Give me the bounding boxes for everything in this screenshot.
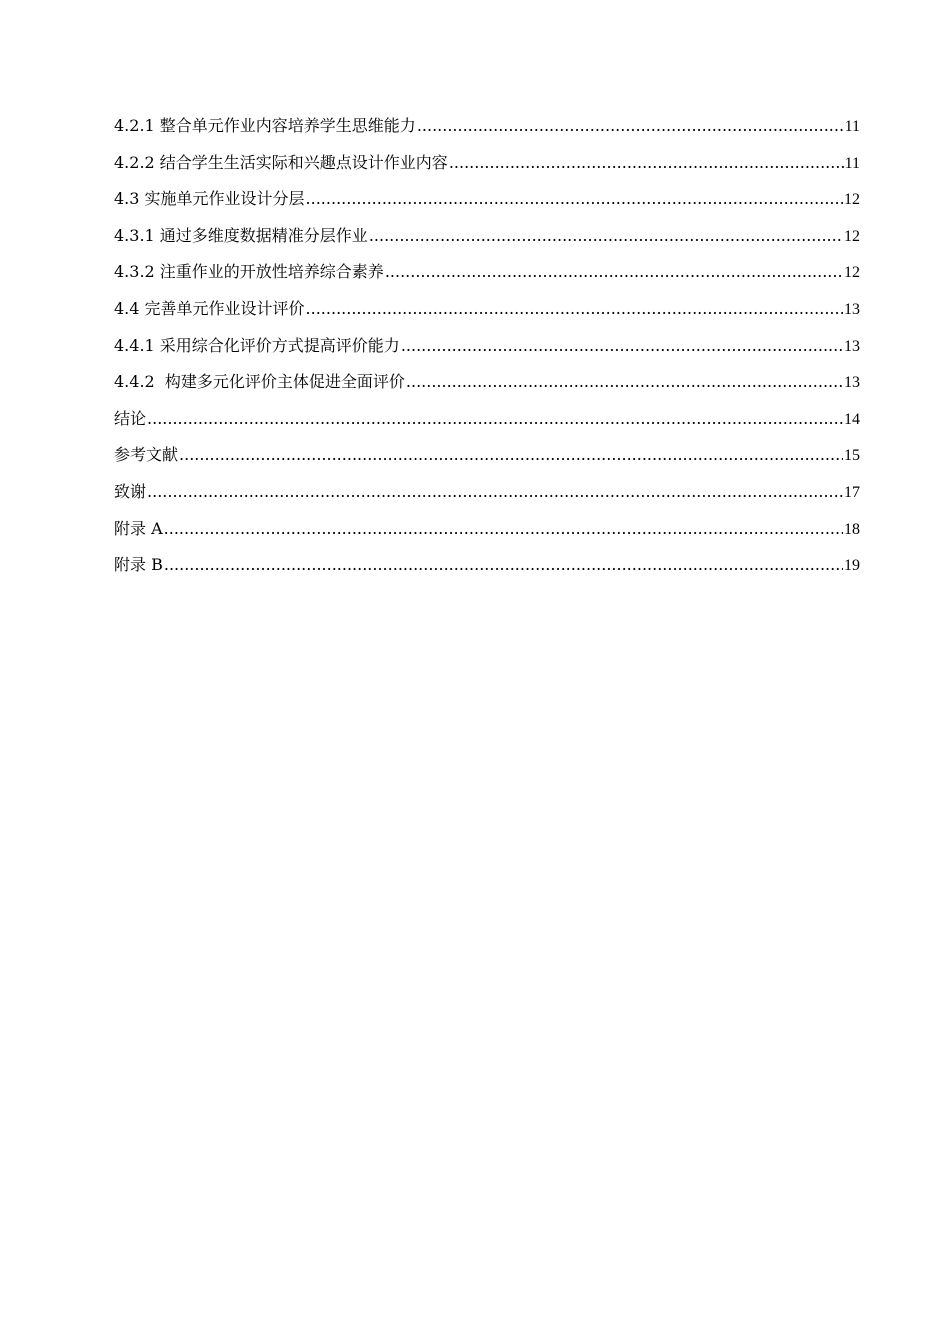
toc-entry-page: 14 [844, 410, 860, 428]
toc-entry[interactable] [114, 187, 860, 224]
toc-leader-dots [179, 443, 843, 467]
toc-leader-dots [147, 480, 843, 504]
toc-leader-dots [147, 407, 843, 431]
toc-entry-title: 附录 B [114, 555, 163, 575]
toc-entry-page: 13 [844, 337, 860, 355]
toc-entry-page: 11 [844, 154, 860, 172]
toc-entry-page: 12 [844, 227, 860, 245]
toc-entry-page: 11 [844, 118, 860, 135]
toc-entry[interactable] [114, 224, 860, 261]
toc-leader-dots [406, 370, 843, 394]
toc-leader-dots [449, 151, 844, 175]
toc-entry-title: 结论 [114, 408, 147, 428]
toc-leader-dots [164, 553, 843, 577]
toc-entry[interactable] [114, 517, 860, 554]
toc-entry-page: 18 [844, 520, 860, 538]
toc-entry[interactable] [114, 334, 860, 371]
toc-entry-page: 12 [844, 264, 860, 282]
toc-leader-dots [401, 334, 843, 358]
toc-leader-dots [385, 260, 843, 284]
toc-entry-title: 4.2.1 整合单元作业内容培养学生思维能力 [114, 116, 416, 135]
toc-entry-page: 19 [844, 557, 860, 575]
toc-entry-title: 4.4.2 构建多元化评价主体促进全面评价 [114, 372, 405, 392]
toc-entry[interactable] [114, 151, 860, 188]
toc-entry-title: 4.2.2 结合学生生活实际和兴趣点设计作业内容 [114, 152, 448, 172]
toc-entry[interactable] [114, 553, 860, 590]
toc-entry[interactable] [114, 407, 860, 444]
toc-entry-page: 13 [844, 300, 860, 318]
toc-entry-page: 12 [844, 191, 860, 209]
toc-entry-title: 4.4.1 采用综合化评价方式提高评价能力 [114, 335, 400, 355]
toc-entry-page: 15 [844, 447, 860, 465]
toc-entry-title: 附录 A [114, 518, 163, 538]
toc-leader-dots [164, 517, 843, 541]
toc-leader-dots [306, 297, 843, 321]
toc-entry-title: 致谢 [114, 481, 147, 501]
toc-leader-dots [369, 224, 843, 248]
toc-entry-page: 17 [844, 483, 860, 501]
toc-entry[interactable] [114, 443, 860, 480]
toc-entry[interactable] [114, 297, 860, 334]
toc-entry[interactable] [114, 370, 860, 407]
toc-entry-title: 4.4 完善单元作业设计评价 [114, 298, 305, 318]
toc-entry[interactable] [114, 114, 860, 151]
toc-entry-title: 4.3.2 注重作业的开放性培养综合素养 [114, 262, 384, 282]
toc-entry-title: 参考文献 [114, 445, 179, 465]
toc-leader-dots [306, 187, 843, 211]
table-of-contents [114, 114, 860, 590]
toc-leader-dots [417, 114, 844, 138]
toc-entry-title: 4.3 实施单元作业设计分层 [114, 189, 305, 209]
toc-entry[interactable] [114, 260, 860, 297]
toc-entry-page: 13 [844, 374, 860, 392]
toc-entry-title: 4.3.1 通过多维度数据精准分层作业 [114, 225, 368, 245]
toc-entry[interactable] [114, 480, 860, 517]
